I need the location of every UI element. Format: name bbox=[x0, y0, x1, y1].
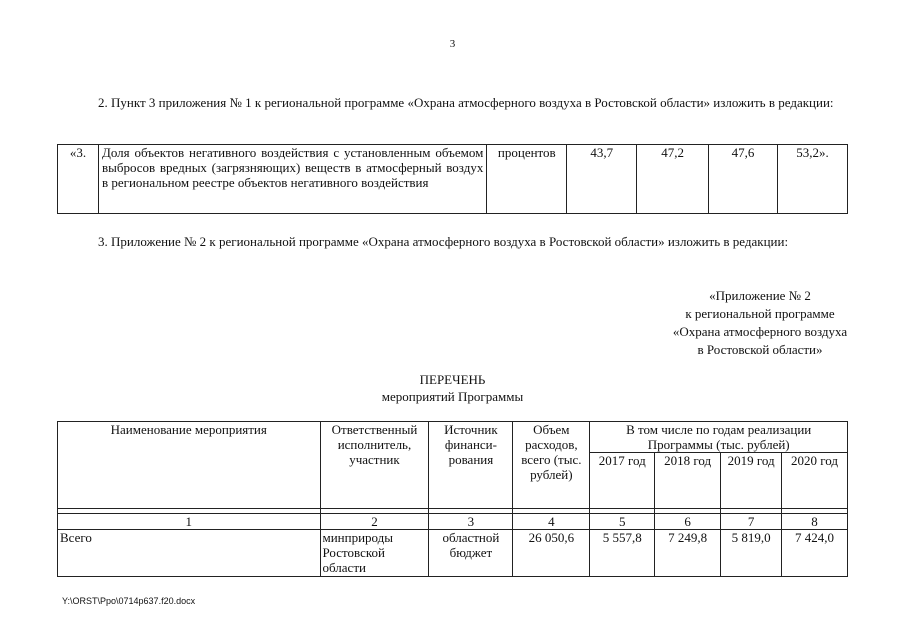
appendix-line-2: к региональной программе bbox=[685, 306, 835, 321]
col-number: 7 bbox=[721, 514, 782, 530]
column-numbers-row bbox=[58, 514, 848, 530]
col-number: 3 bbox=[429, 514, 513, 530]
appendix-line-1: «Приложение № 2 bbox=[709, 288, 811, 303]
appendix-heading bbox=[620, 287, 900, 359]
header-executor: Ответственный исполнитель, участник bbox=[320, 422, 429, 509]
col-number: 5 bbox=[590, 514, 655, 530]
table-row bbox=[58, 530, 848, 577]
header-year-2020: 2020 год bbox=[782, 453, 848, 509]
header-by-year: В том числе по годам реализации Программы (тыс. рублей) bbox=[590, 422, 848, 453]
row-source: областной бюджет bbox=[429, 530, 513, 577]
indicator-value-3: 47,6 bbox=[709, 145, 778, 214]
paragraph-3: 3. Приложение № 2 к региональной программе «Охрана атмосферного воздуха в Ростовской области» изложить в редакции: bbox=[98, 234, 789, 249]
row-year-2017: 5 557,8 bbox=[590, 530, 655, 577]
col-number: 1 bbox=[58, 514, 321, 530]
paragraph-2: 2. Пункт 3 приложения № 1 к региональной программе «Охрана атмосферного воздуха в Ростовской области» изложить в редакции: bbox=[98, 95, 834, 110]
indicator-number: «3. bbox=[58, 145, 99, 214]
row-year-2018: 7 249,8 bbox=[655, 530, 721, 577]
row-total: 26 050,6 bbox=[513, 530, 590, 577]
appendix-line-4: в Ростовской области» bbox=[697, 342, 823, 357]
indicator-value-1: 43,7 bbox=[567, 145, 637, 214]
col-number: 8 bbox=[782, 514, 848, 530]
row-year-2019: 5 819,0 bbox=[721, 530, 782, 577]
header-source: Источник финанси-рования bbox=[429, 422, 513, 509]
row-executor: минприроды Ростовской области bbox=[320, 530, 429, 577]
row-name: Всего bbox=[58, 530, 321, 577]
title-sub: мероприятий Программы bbox=[381, 389, 524, 404]
indicator-table bbox=[57, 144, 848, 214]
file-path-footer: Y:\ORST\Ppo\0714p637.f20.docx bbox=[62, 596, 196, 606]
table-row bbox=[58, 145, 848, 214]
col-number: 2 bbox=[320, 514, 429, 530]
indicator-unit: процентов bbox=[487, 145, 567, 214]
list-title bbox=[0, 371, 905, 405]
header-volume: Объем расходов, всего (тыс. рублей) bbox=[513, 422, 590, 509]
page-number: 3 bbox=[449, 38, 456, 50]
col-number: 6 bbox=[655, 514, 721, 530]
header-name: Наименование мероприятия bbox=[58, 422, 321, 509]
appendix-line-3: «Охрана атмосферного воздуха bbox=[672, 324, 848, 339]
indicator-value-2: 47,2 bbox=[637, 145, 709, 214]
col-number: 4 bbox=[513, 514, 590, 530]
measures-table bbox=[57, 421, 848, 577]
title-main: ПЕРЕЧЕНЬ bbox=[419, 372, 486, 387]
indicator-description: Доля объектов негативного воздействия с установленным объемом выбросов вредных (загрязняющих) веществ в атмосферный воздух в региональном реестре объектов негативного воздействия bbox=[98, 145, 486, 214]
row-year-2020: 7 424,0 bbox=[782, 530, 848, 577]
header-year-2018: 2018 год bbox=[655, 453, 721, 509]
indicator-value-4: 53,2». bbox=[778, 145, 848, 214]
header-year-2019: 2019 год bbox=[721, 453, 782, 509]
header-year-2017: 2017 год bbox=[590, 453, 655, 509]
header-row bbox=[58, 422, 848, 453]
